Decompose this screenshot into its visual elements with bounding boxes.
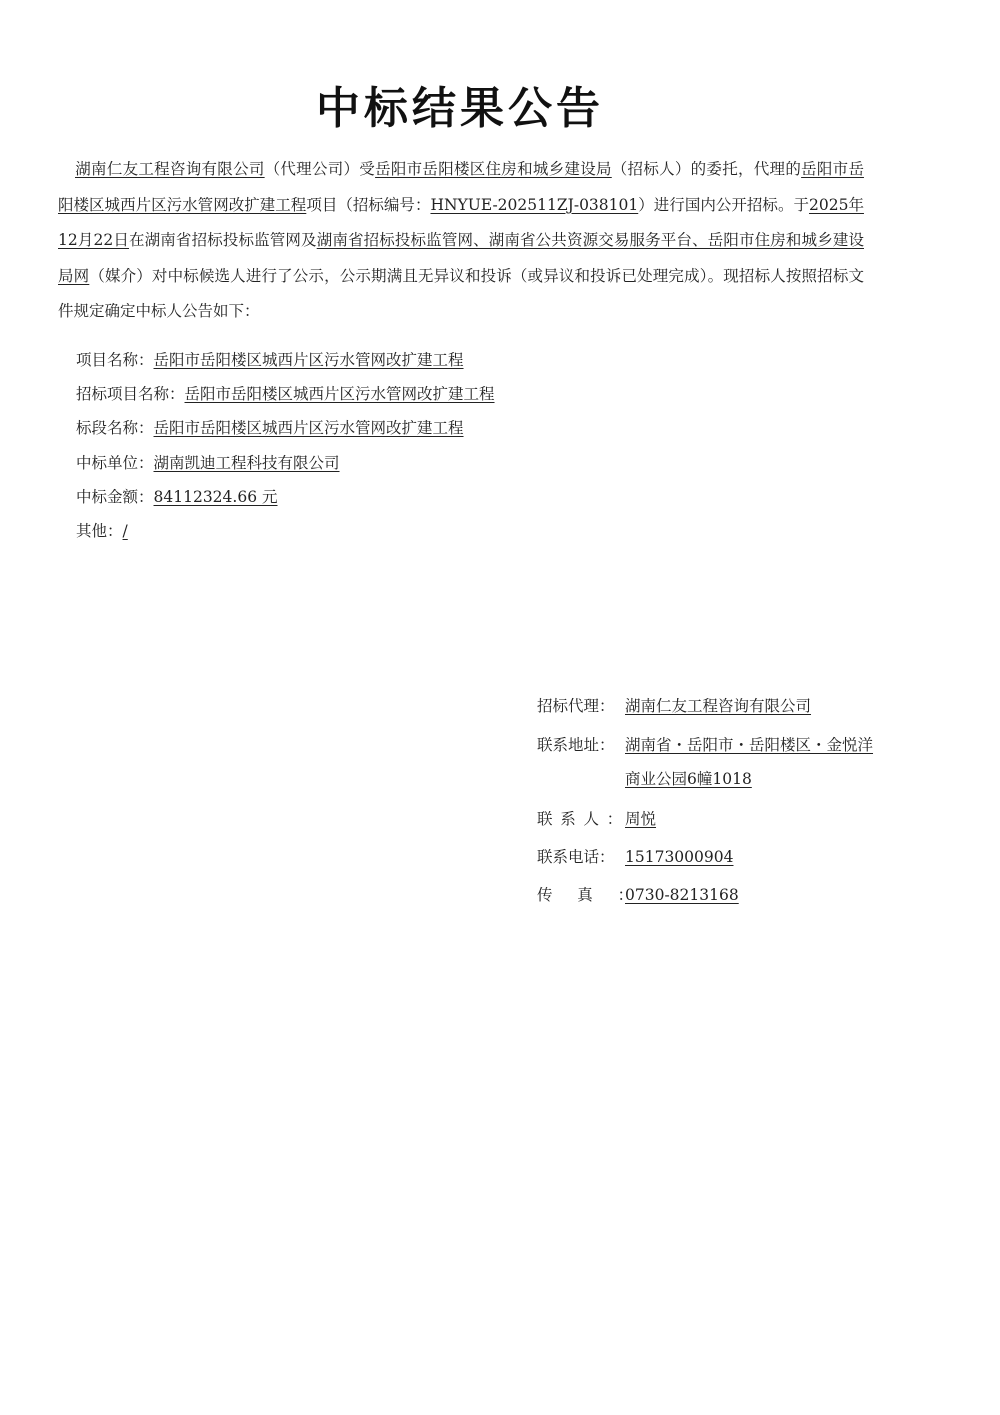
field-label: 项目名称： [76,351,154,369]
field-value: 湖南凯迪工程科技有限公司 [153,453,340,472]
intro-text: 在湖南省招标投标监管网及 [129,231,317,249]
publish-date: 2025年12月22日 [58,195,864,249]
agency-contact-block [537,690,875,914]
field-tender-project-name [76,377,495,411]
field-value: / [122,521,128,540]
field-label: 中标单位： [76,453,154,472]
field-value: 岳阳市岳阳楼区城西片区污水管网改扩建工程 [153,351,464,369]
phone-value: 15173000904 [625,848,734,866]
field-winning-bidder [76,446,495,480]
intro-text: 项目（招标编号： [306,195,431,214]
intro-text: （招标人）的委托，代理的 [611,160,802,178]
intro-text: ）进行国内公开招标。于 [638,195,809,214]
agency-label: 招标代理： [537,697,615,715]
fax-value: 0730-8213168 [625,886,739,904]
field-project-name [76,343,495,377]
field-label: 中标金额： [76,487,154,506]
field-lot-name [76,411,495,445]
address-value: 湖南省・岳阳市・岳阳楼区・金悦洋商业公园6幢1018 [625,736,874,788]
tenderer-name: 岳阳市岳阳楼区住房和城乡建设局 [375,160,612,178]
field-label: 标段名称： [76,419,154,438]
field-winning-amount [76,480,495,514]
address-label: 联系地址： [537,736,615,754]
field-label: 其他： [76,521,123,540]
award-details [76,343,495,548]
bid-number: HNYUE-202511ZJ-038101 [430,195,639,214]
publish-media: 湖南省招标投标监管网、湖南省公共资源交易服务平台、岳阳市住房和城乡建设局网 [58,231,864,285]
agency-row [537,690,875,728]
agency-name: 湖南仁友工程咨询有限公司 [625,697,812,715]
address-row [537,728,875,796]
contact-label: 联系人： [537,810,631,828]
field-value: 岳阳市岳阳楼区城西片区污水管网改扩建工程 [153,419,464,438]
project-name: 岳阳市岳阳楼区城西片区污水管网改扩建工程 [58,160,864,214]
contact-value: 周悦 [625,810,657,828]
phone-row [537,838,875,876]
intro-paragraph [58,152,864,330]
intro-text: （代理公司）受 [264,160,376,178]
field-other [76,514,495,548]
field-label: 招标项目名称： [76,385,185,404]
field-value: 岳阳市岳阳楼区城西片区污水管网改扩建工程 [184,385,495,404]
fax-row [537,876,875,914]
agent-name: 湖南仁友工程咨询有限公司 [75,160,265,178]
fax-label: 传真： [537,886,658,904]
phone-label: 联系电话： [537,848,615,866]
page-title: 中标结果公告 [316,83,604,134]
field-value: 84112324.66 元 [153,487,278,506]
intro-text: （媒介）对中标候选人进行了公示，公示期满且无异议和投诉（或异议和投诉已处理完成）。现招标人按照招标文件规定确定中标人公告如下： [58,266,864,320]
contact-row [537,800,875,838]
